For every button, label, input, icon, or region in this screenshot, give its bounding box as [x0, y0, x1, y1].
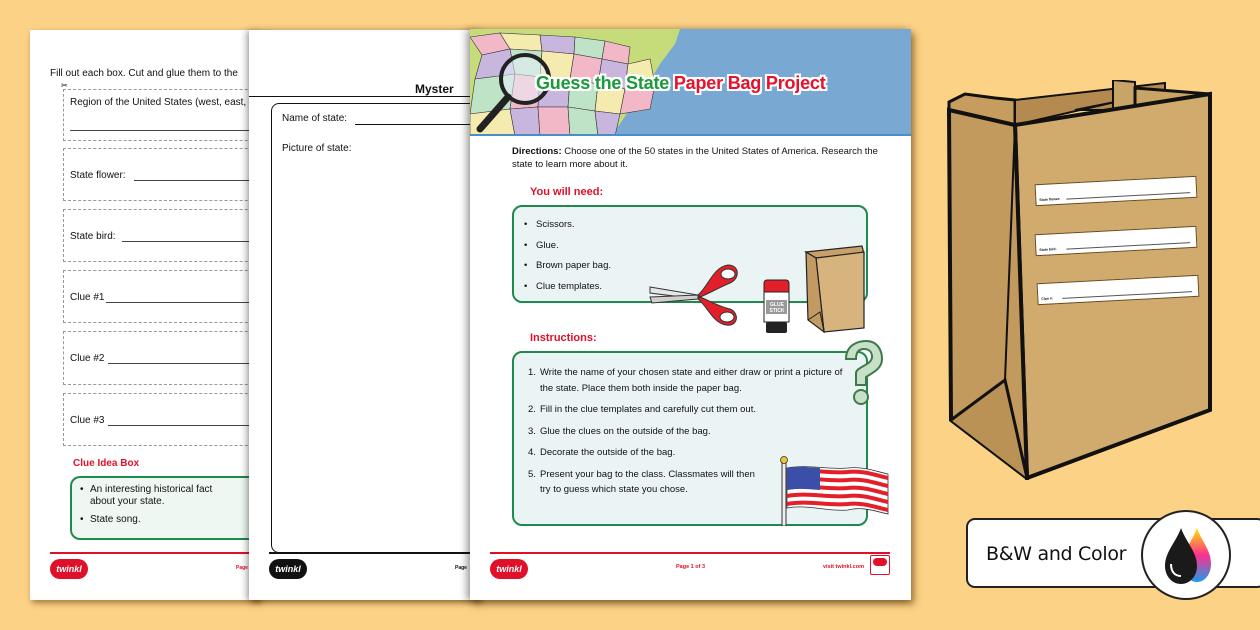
mystery-state-page	[249, 30, 480, 600]
directions-label: Directions:	[512, 146, 562, 157]
cut-box-state-flower	[63, 148, 260, 201]
write-line	[106, 302, 260, 303]
worksheet-title	[536, 73, 826, 94]
twinkl-logo: twinkl	[269, 559, 307, 579]
instruction-item: 3. Glue the clues on the outside of the bag.	[528, 425, 711, 437]
svg-text:STICK: STICK	[769, 308, 785, 314]
badge-label: B&W and Color	[986, 543, 1127, 565]
cut-box-clue-2	[63, 331, 260, 385]
instruction-item: 4. Decorate the outside of the bag.	[528, 447, 676, 458]
write-line	[108, 425, 260, 426]
box-label: Clue #2	[70, 353, 105, 364]
cut-box-clue-3	[63, 393, 260, 446]
instruction-item: 5. Present your bag to the class. Classmates will then try to guess which state you chose.	[528, 468, 755, 495]
page-title: Myster	[415, 82, 454, 96]
page-number: Page 1 of 3	[676, 564, 706, 570]
cut-box-state-bird	[63, 209, 260, 262]
twinkl-logo: twinkl	[50, 559, 88, 579]
footer-rule	[50, 552, 260, 554]
title-part-red: Paper Bag Project	[673, 73, 826, 93]
bag-label-card: State bird:	[1035, 226, 1198, 256]
picture-of-state-label: Picture of state:	[282, 143, 352, 154]
name-of-state-line	[355, 124, 480, 125]
instructions-title: Instructions:	[530, 332, 597, 344]
ink-drops-icon	[1141, 510, 1231, 600]
need-item: • Scissors.	[524, 215, 866, 236]
clue-worksheet-page	[30, 30, 260, 600]
page-number: Page	[455, 565, 467, 571]
need-item: • Clue templates.	[524, 277, 866, 298]
bag-label-card: Clue #:	[1037, 275, 1200, 305]
instruction-item: 2. Fill in the clue templates and carefully cut them out.	[528, 404, 756, 415]
write-line	[134, 180, 260, 181]
clue-idea-title: Clue Idea Box	[73, 458, 140, 469]
page-number: Page	[236, 565, 248, 571]
write-line	[108, 363, 260, 364]
box-label: Clue #3	[70, 415, 105, 426]
title-banner	[470, 29, 911, 136]
bag-label-card: State flower:	[1035, 176, 1198, 206]
box-label: Region of the United States (west, east,	[70, 97, 247, 108]
box-label: State flower:	[70, 170, 126, 181]
name-of-state-label: Name of state:	[282, 113, 348, 124]
cut-box-region	[61, 81, 260, 141]
website-link[interactable]: visit twinkl.com	[823, 564, 864, 570]
glue-stick-icon	[762, 277, 792, 335]
quality-badge-icon	[870, 555, 890, 575]
write-line	[122, 241, 260, 242]
need-item: • Glue.	[524, 236, 866, 257]
you-will-need-title: You will need:	[530, 186, 604, 198]
instruction-item: 1. Write the name of your chosen state and either draw or print a picture of the state. Place them both inside the paper bag.	[528, 367, 843, 394]
box-label: State bird:	[70, 231, 116, 242]
scissors-icon: ✂	[61, 81, 68, 90]
svg-text:GLUE: GLUE	[770, 302, 784, 308]
clue-idea-item: • State song.	[80, 514, 230, 526]
instructions-page	[470, 29, 911, 600]
box-label: Clue #1	[70, 292, 105, 303]
write-line	[70, 130, 260, 131]
twinkl-logo: twinkl	[490, 559, 528, 579]
scissors-icon	[648, 257, 740, 329]
mystery-state-box	[271, 103, 480, 553]
footer-rule	[490, 552, 890, 554]
decorated-paper-bag	[935, 80, 1225, 485]
directions-text	[512, 145, 892, 171]
title-part-green: Guess the State	[536, 73, 670, 93]
title-rule	[249, 96, 480, 97]
worksheet-instructions: Fill out each box. Cut and glue them to the	[50, 68, 238, 79]
footer-rule	[269, 552, 480, 554]
american-flag-icon	[778, 454, 890, 526]
clue-idea-item: • An interesting historical fact about your state.	[80, 484, 230, 508]
paper-bag-icon	[802, 242, 882, 334]
cut-box-clue-1	[63, 270, 260, 323]
need-item: • Brown paper bag.	[524, 256, 866, 277]
clue-idea-box	[70, 476, 260, 540]
directions-body: Choose one of the 50 states in the United States of America. Research the state to learn more about it.	[512, 146, 878, 170]
question-mark-icon	[838, 339, 884, 407]
